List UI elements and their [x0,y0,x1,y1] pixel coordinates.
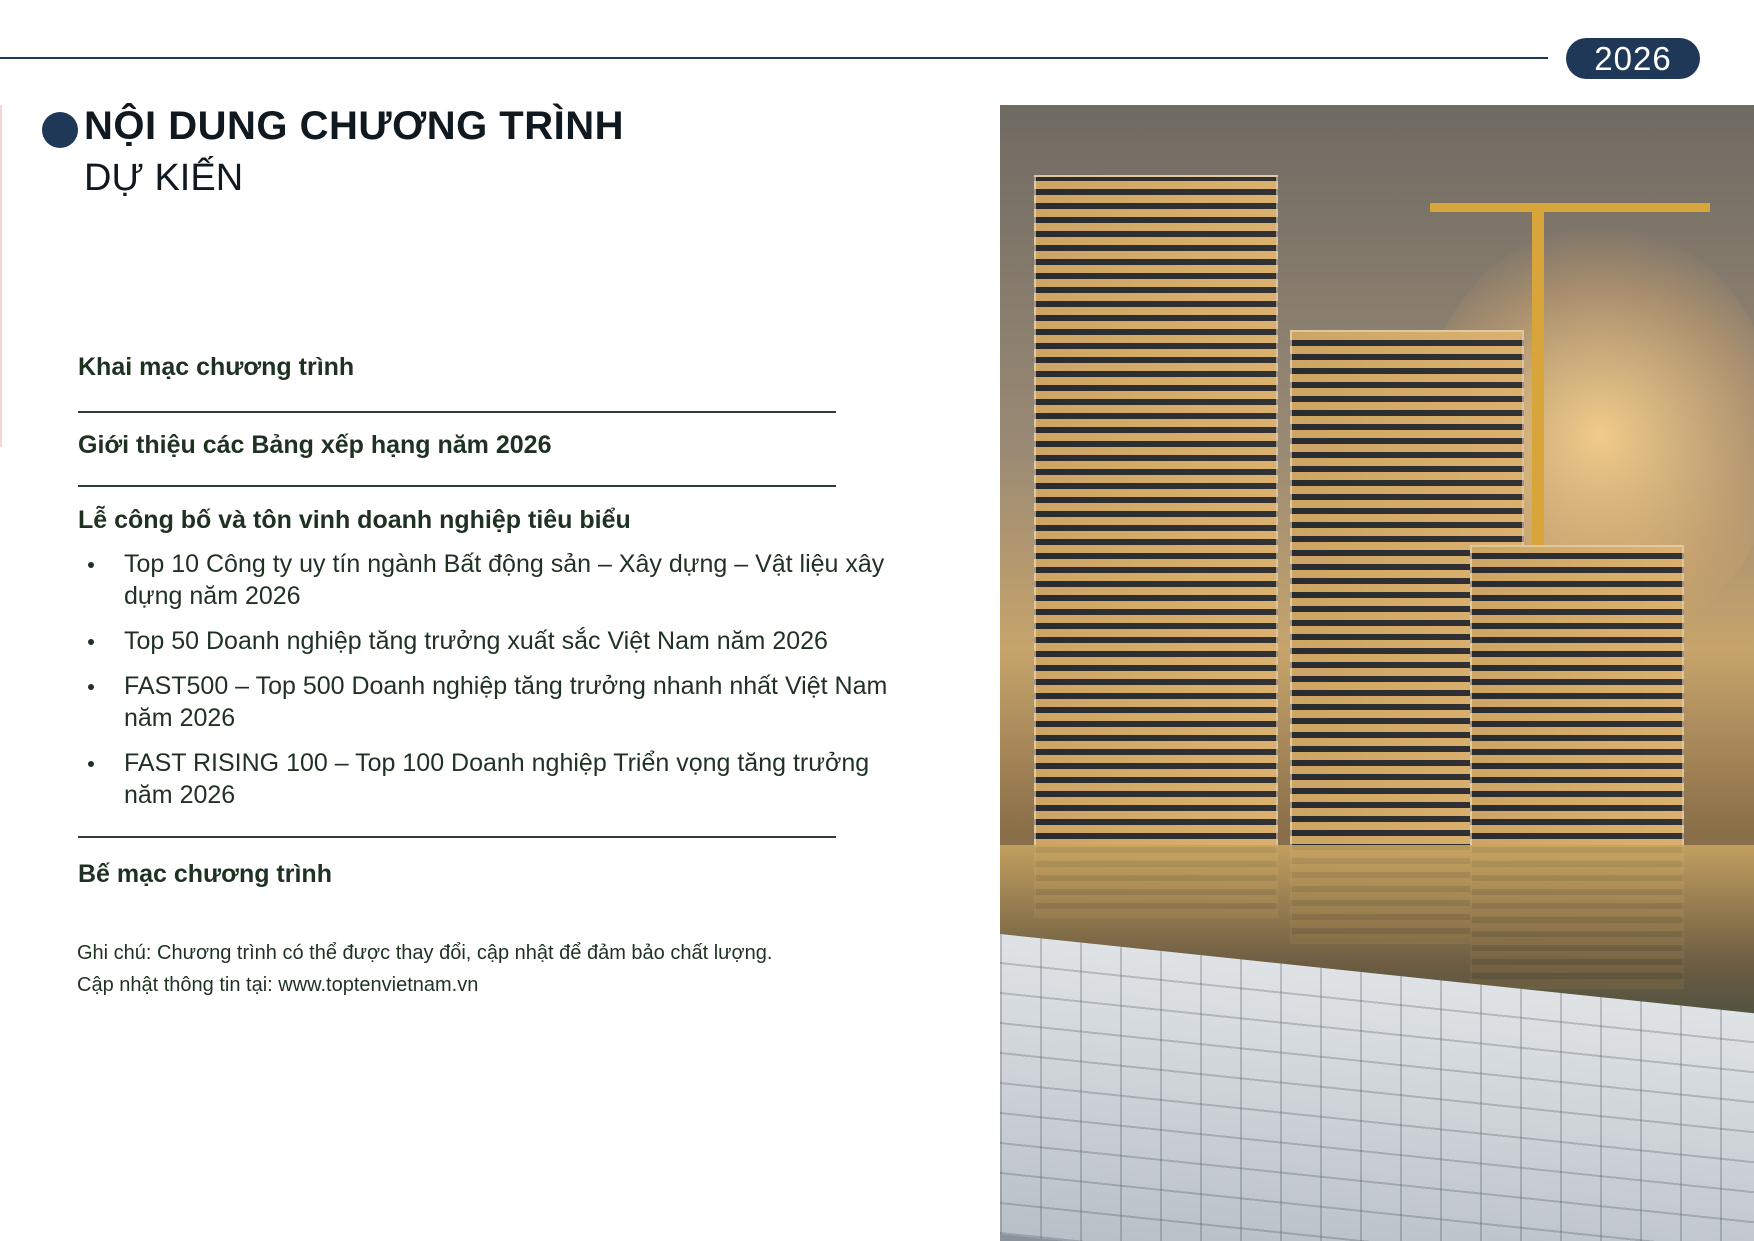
year-badge: 2026 [1566,38,1700,79]
edge-marker [0,105,2,447]
list-item [88,548,888,612]
list-item [88,747,888,811]
note-text: Ghi chú: Chương trình có thể được thay đổi, cập nhật để đảm bảo chất lượng. [77,942,773,964]
agenda-item-opening: Khai mạc chương trình [78,353,355,381]
list-item [88,670,888,734]
list-item [88,625,888,657]
divider [78,411,836,413]
agenda-item-introduction: Giới thiệu các Bảng xếp hạng năm 2026 [78,431,552,459]
building-model-photo [1000,105,1754,1241]
header-rule [0,57,1548,59]
crane-graphic [1532,205,1544,565]
list-item-text: FAST RISING 100 – Top 100 Doanh nghiệp Triển vọng tăng trưởng năm 2026 [124,749,870,809]
agenda-item-ceremony: Lễ công bố và tôn vinh doanh nghiệp tiêu biểu [78,506,631,534]
divider [78,485,836,487]
bullet-icon [88,684,94,690]
bullet-icon [88,639,94,645]
ceremony-list [88,548,888,824]
bullet-icon [88,761,94,767]
list-item-text: Top 50 Doanh nghiệp tăng trưởng xuất sắc Việt Nam năm 2026 [124,627,828,655]
page-subtitle: DỰ KIẾN [84,157,244,199]
title-bullet-icon [42,112,78,148]
list-item-text: FAST500 – Top 500 Doanh nghiệp tăng trưởng nhanh nhất Việt Nam năm 2026 [124,672,888,732]
page-title: NỘI DUNG CHƯƠNG TRÌNH [84,104,625,148]
tower-graphic [1034,175,1278,919]
bullet-icon [88,562,94,568]
list-item-text: Top 10 Công ty uy tín ngành Bất động sản – Xây dựng – Vật liệu xây dựng năm 2026 [124,550,885,610]
agenda-item-closing: Bế mạc chương trình [78,860,332,888]
note-link-text: Cập nhật thông tin tại: www.toptenvietnam.vn [77,974,479,996]
divider [78,836,836,838]
